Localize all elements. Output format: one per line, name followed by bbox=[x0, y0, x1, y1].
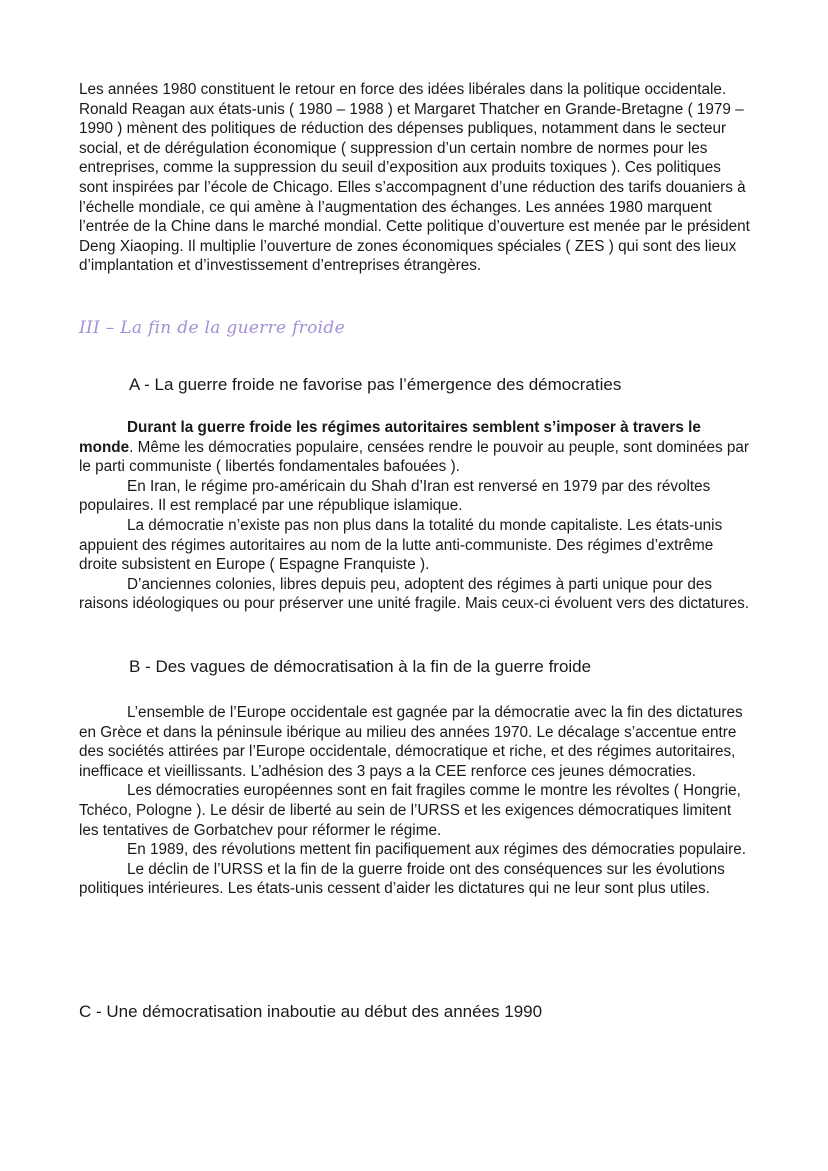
section-b-paragraph-3: En 1989, des révolutions mettent fin pacifiquement aux régimes des démocraties populaire. bbox=[127, 841, 747, 859]
section-a-body bbox=[79, 418, 751, 614]
subheading-a: A - La guerre froide ne favorise pas l’émergence des démocraties bbox=[129, 375, 622, 394]
section-a-paragraph-2: En Iran, le régime pro-américain du Shah d’Iran est renversé en 1979 par des révoltes populaires. Il est remplacé par une république islamique. bbox=[79, 477, 711, 515]
section-b-paragraph-1: L’ensemble de l’Europe occidentale est gagnée par la démocratie avec la fin des dictatures en Grèce et dans la péninsule ibérique au milieu des années 1970. Le décalage s’accentue entre des sociétés attirées par l’Europe occidentale, démocratique et riche, et des régimes autoritaires, inefficace et vieillissants. L’adhésion des 3 pays a la CEE renforce ces jeunes démocraties. bbox=[79, 704, 743, 780]
section-b-paragraph-4: Le déclin de l’URSS et la fin de la guerre froide ont des conséquences sur les évolutions politiques intérieures. Les états-unis cessent d’aider les dictatures qui ne leur sont plus utiles. bbox=[79, 860, 725, 898]
section-a-paragraph-4: D’anciennes colonies, libres depuis peu, adoptent des régimes à parti unique pour des raisons idéologiques ou pour préserver une unité fragile. Mais ceux-ci évoluent vers des dictatures. bbox=[79, 575, 750, 613]
section-b-paragraph-2: Les démocraties européennes sont en fait fragiles comme le montre les révoltes ( Hongrie, Tchéco, Pologne ). Le désir de liberté au sein de l’URSS et les exigences démocratiques limitent les tentatives de Gorbatchev pour réformer le régime. bbox=[79, 782, 741, 839]
intro-text: Les années 1980 constituent le retour en force des idées libérales dans la politique occidentale. Ronald Reagan aux états-unis ( 1980 – 1988 ) et Margaret Thatcher en Grande-Bretagne ( 1979 – 1990 ) mènent des politiques de réduction des dépenses publiques, notamment dans le secteur social, et de dérégulation économique ( suppression d’un certain nombre de normes pour les entreprises, comme la suppression du seuil d’exposition aux produits toxiques ). Ces politiques sont inspirées par l’école de Chicago. Elles s’accompagnent d’une réduction des tarifs douaniers à l’échelle mondiale, ce qui amène à l’augmentation des échanges. Les années 1980 marquent l’entrée de la Chine dans le marché mondial. Cette politique d’ouverture est menée par le président Deng Xiaoping. Il multiplie l’ouverture de zones économiques spéciales ( ZES ) qui sont des lieux d’implantation et d’investissement d’entreprises étrangères. bbox=[79, 81, 750, 275]
section-a-paragraph-3: La démocratie n’existe pas non plus dans la totalité du monde capitaliste. Les états-unis appuient des régimes autoritaires au nom de la lutte anti-communiste. Des régimes d’extrême droite subsistent en Europe ( Espagne Franquiste ). bbox=[79, 516, 723, 574]
section-a-bold-text: Durant la guerre froide les régimes autoritaires semblent s’imposer à travers le monde bbox=[79, 419, 701, 456]
subheading-b: B - Des vagues de démocratisation à la fin de la guerre froide bbox=[129, 657, 592, 676]
section-title: III – La fin de la guerre froide bbox=[79, 318, 345, 338]
section-a-paragraph-1-rest: . Même les démocraties populaire, censées rendre le pouvoir au peuple, sont dominées par le parti communiste ( libertés fondamentales bafouées ). bbox=[79, 438, 750, 476]
subheading-c: C - Une démocratisation inaboutie au début des années 1990 bbox=[79, 1002, 543, 1021]
intro-paragraph bbox=[79, 80, 751, 276]
section-b-body bbox=[79, 703, 751, 899]
section-a-paragraph-1 bbox=[79, 418, 751, 477]
